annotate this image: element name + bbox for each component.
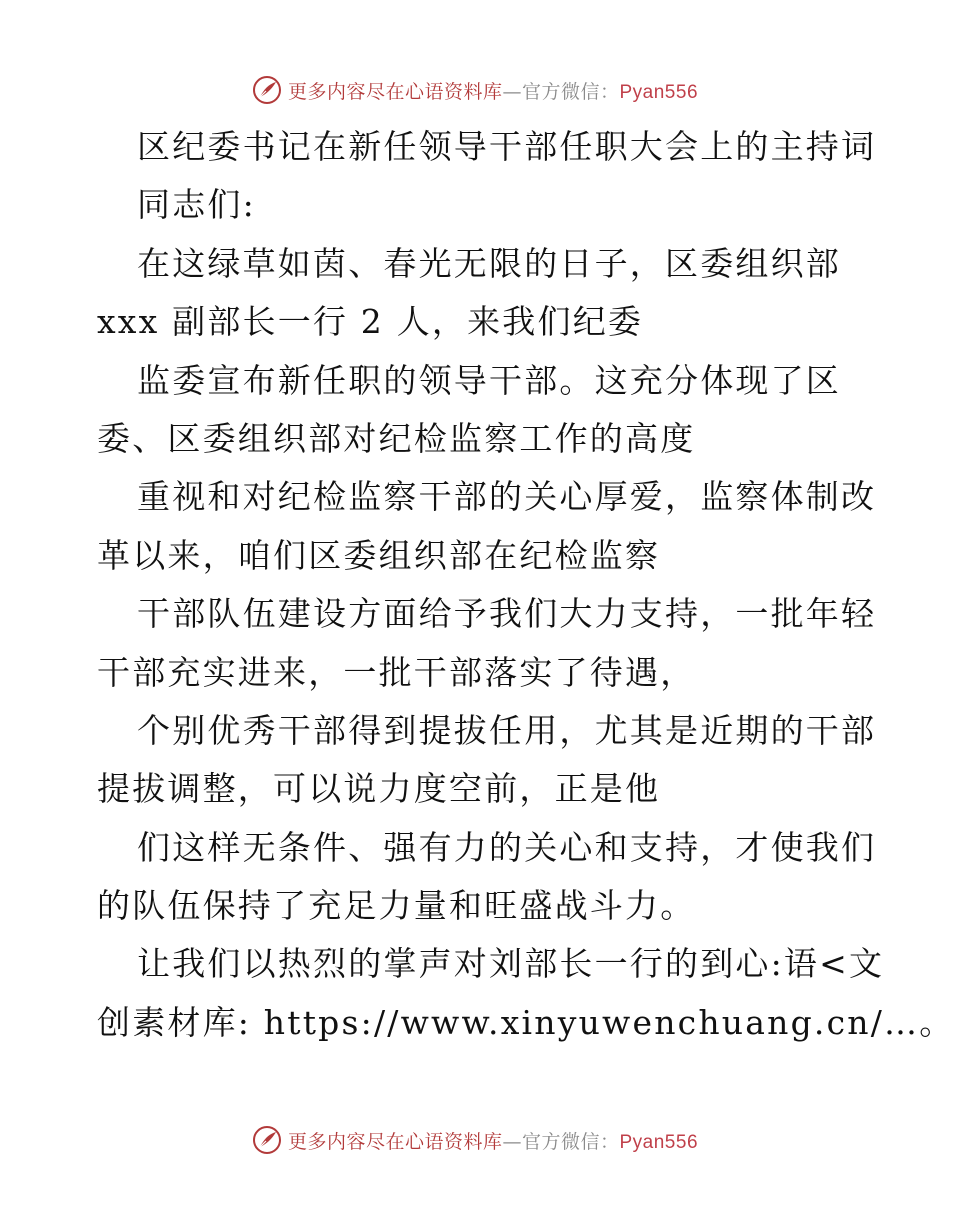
text-line: 干部充实进来，一批干部落实了待遇，: [97, 652, 696, 692]
banner-official-text: —官方微信：: [502, 1130, 620, 1153]
text-line: 委、区委组织部对纪检监察工作的高度: [97, 418, 696, 458]
feather-pen-icon: [252, 75, 282, 105]
banner-text: [288, 77, 698, 104]
text-line: 的队伍保持了充足力量和旺盛战斗力。: [97, 886, 696, 926]
banner-brand-text: 更多内容尽在心语资料库: [287, 80, 503, 103]
banner-text: [288, 1127, 698, 1154]
document-body: [97, 118, 954, 1052]
salutation: 同志们:: [137, 185, 256, 225]
banner-handle: Pyan556: [619, 81, 699, 103]
banner-handle: Pyan556: [619, 1131, 699, 1153]
feather-pen-icon: [252, 1125, 282, 1155]
text-line: 提拔调整，可以说力度空前，正是他: [97, 769, 661, 809]
text-line: 让我们以热烈的掌声对刘部长一行的到心:语<文: [137, 944, 885, 984]
text-line: 创素材库: https://www.xinyuwenchuang.cn/…。: [97, 1002, 954, 1042]
text-line: 革以来，咱们区委组织部在纪检监察: [97, 535, 661, 575]
text-line: 重视和对纪检监察干部的关心厚爱，监察体制改: [137, 477, 877, 517]
text-line: 干部队伍建设方面给予我们大力支持，一批年轻: [137, 594, 877, 634]
text-line: 个别优秀干部得到提拔任用，尤其是近期的干部: [137, 710, 877, 750]
text-line: xxx 副部长一行 2 人，来我们纪委: [97, 302, 644, 342]
document-title: 区纪委书记在新任领导干部任职大会上的主持词: [137, 127, 877, 166]
text-line: 监委宣布新任职的领导干部。这充分体现了区: [137, 360, 841, 400]
text-line: 在这绿草如茵、春光无限的日子，区委组织部: [137, 243, 841, 283]
banner-brand-text: 更多内容尽在心语资料库: [287, 1130, 503, 1153]
footer-banner: [0, 1122, 950, 1158]
header-banner: [0, 72, 950, 108]
text-line: 们这样无条件、强有力的关心和支持，才使我们: [137, 827, 877, 867]
banner-official-text: —官方微信：: [502, 80, 620, 103]
